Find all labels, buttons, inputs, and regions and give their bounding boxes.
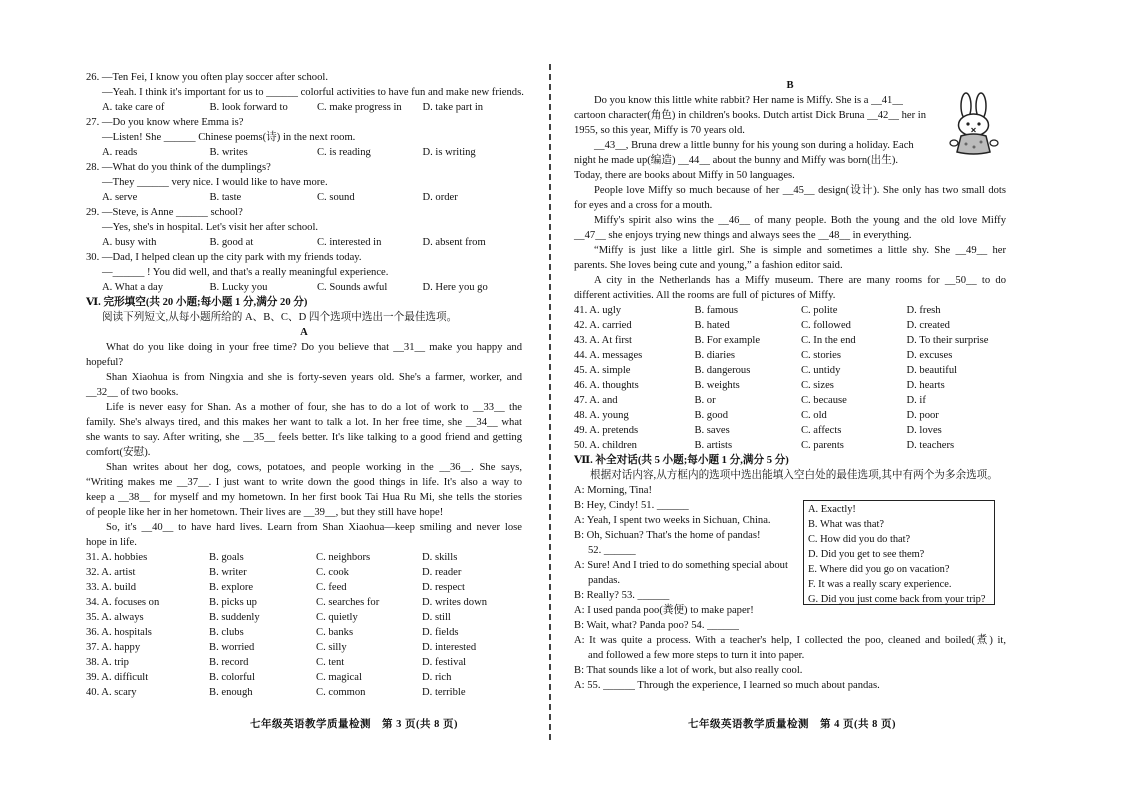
option: D. rich <box>422 672 452 683</box>
passage-b-label: B <box>786 80 794 91</box>
option-row <box>86 565 522 580</box>
passage-a-line: hope in life. <box>86 537 137 548</box>
box-option: A. Exactly! <box>808 504 856 515</box>
dialogue-line: B: That sounds like a lot of work, but also really cool. <box>574 665 803 676</box>
passage-b-line: __43__, Bruna drew a little bunny for his young son during a holiday. Each <box>594 140 914 151</box>
option: D. beautiful <box>906 365 958 376</box>
passage-a-line: keep a __38__ for myself and my hometown. In her first book Tai Hua Ru Mi, she tells the stories <box>86 492 522 503</box>
option: B. hated <box>694 320 730 331</box>
passage-a-line: So, it's __40__ to have hard lives. Learn from Shan Xiaohua—keep smiling and never lose <box>106 522 522 533</box>
option-row <box>86 610 522 625</box>
passage-b-line: Today, there are books about Miffy in 50 languages. <box>574 170 795 181</box>
option-row <box>574 303 1006 318</box>
passage-b-line: People love Miffy so much because of her __45__ design(设计). She only has two small dots <box>594 185 1006 196</box>
option: B. diaries <box>694 350 736 361</box>
passage-a-line: family. She's always tired, and this makes her want to talk a lot. In her free time, she __34__ what <box>86 417 522 428</box>
option: B. record <box>209 657 249 668</box>
option: B. good <box>694 410 728 421</box>
option: D. teachers <box>906 440 955 451</box>
q28-options <box>86 190 522 205</box>
q30-options <box>86 280 522 295</box>
q30-answer: —______ ! You did well, and that's a really meaningful experience. <box>102 267 389 278</box>
option-row <box>86 625 522 640</box>
option-row <box>574 318 1006 333</box>
passage-b-line: Miffy's spirit also wins the __46__ of many people. Both the young and the old love Miffy <box>594 215 1006 226</box>
option: C. because <box>800 395 847 406</box>
q29-options <box>86 235 522 250</box>
option: C. neighbors <box>316 552 371 563</box>
option: D. order <box>422 192 458 203</box>
passage-b-line: Do you know this little white rabbit? Her name is Miffy. She is a __41__ <box>594 95 903 106</box>
option: C. banks <box>316 627 354 638</box>
option-row <box>86 580 522 595</box>
options-41-50 <box>574 303 1006 453</box>
passage-b-line: cartoon character(角色) in children's books. Dutch artist Dick Bruna __42__ her in <box>574 110 926 121</box>
option: 37. A. happy <box>86 642 141 653</box>
option: B. good at <box>209 237 254 248</box>
option: B. suddenly <box>209 612 260 623</box>
option-row <box>574 363 1006 378</box>
option: B. or <box>694 395 716 406</box>
dialogue-line: B: Really? 53. ______ <box>574 590 670 601</box>
passage-a-line: of people like her in her hometown. Their lives are __39__, but they still have hope! <box>86 507 444 518</box>
q26-options <box>86 100 522 115</box>
option-row <box>574 378 1006 393</box>
dialogue-line: pandas. <box>588 575 621 586</box>
option: A. busy with <box>102 237 157 248</box>
passage-a-line: __32__ of two books. <box>86 387 179 398</box>
option: C. common <box>316 687 366 698</box>
option: 36. A. hospitals <box>86 627 152 638</box>
options-box <box>803 500 995 605</box>
option: C. sound <box>316 192 355 203</box>
option: 48. A. young <box>574 410 629 421</box>
box-option: D. Did you get to see them? <box>808 549 925 560</box>
q26-question: 26. —Ten Fei, I know you often play soccer after school. <box>86 72 328 83</box>
option: B. Lucky you <box>209 282 268 293</box>
option: 42. A. carried <box>574 320 632 331</box>
option: D. take part in <box>422 102 484 113</box>
option: D. interested <box>422 642 477 653</box>
dialogue-line: B: Hey, Cindy! 51. ______ <box>574 500 689 511</box>
option: B. look forward to <box>209 102 288 113</box>
option: C. quietly <box>316 612 358 623</box>
passage-b-line: 1955, so this year, Miffy is 70 years old. <box>574 125 745 136</box>
option: B. enough <box>209 687 253 698</box>
option: C. is reading <box>316 147 371 158</box>
option: C. sizes <box>800 380 834 391</box>
option-row <box>574 423 1006 438</box>
option: D. excuses <box>906 350 953 361</box>
option: C. searches for <box>316 597 380 608</box>
option-row <box>86 640 522 655</box>
option: B. dangerous <box>694 365 751 376</box>
option: C. stories <box>800 350 841 361</box>
q27-options <box>86 145 522 160</box>
option: 50. A. children <box>574 440 637 451</box>
box-option: E. Where did you go on vacation? <box>808 564 950 575</box>
q27-question: 27. —Do you know where Emma is? <box>86 117 244 128</box>
option: D. respect <box>422 582 465 593</box>
option: B. goals <box>209 552 244 563</box>
option: D. skills <box>422 552 458 563</box>
option: D. Here you go <box>422 282 488 293</box>
option-row <box>574 348 1006 363</box>
option: A. reads <box>102 147 138 158</box>
option: B. artists <box>694 440 733 451</box>
option: D. is writing <box>422 147 476 158</box>
option: C. In the end <box>800 335 856 346</box>
box-option: B. What was that? <box>808 519 884 530</box>
passage-a-line: she wants to say. After writing, she __35__ feels better. It's like talking to a good friend and getting <box>86 432 522 443</box>
passage-b-line: parents. She loves being cute and young,” a fashion editor said. <box>574 260 843 271</box>
dialogue-line: A: It was quite a process. With a teacher's help, I collected the poo, cleaned and boiled(煮) it, <box>574 635 1006 646</box>
option: 31. A. hobbies <box>86 552 148 563</box>
option-row <box>574 393 1006 408</box>
option: 33. A. build <box>86 582 137 593</box>
q30-question: 30. —Dad, I helped clean up the city park with my friends today. <box>86 252 362 263</box>
option: 46. A. thoughts <box>574 380 639 391</box>
dialogue-line: A: I used panda poo(粪便) to make paper! <box>574 605 754 616</box>
option: C. cook <box>316 567 349 578</box>
q29-answer: —Yes, she's in hospital. Let's visit her after school. <box>102 222 319 233</box>
option: D. absent from <box>422 237 486 248</box>
option: C. interested in <box>316 237 382 248</box>
option: D. fresh <box>906 305 941 316</box>
option: C. affects <box>800 425 842 436</box>
passage-b-line: “Miffy is just like a little girl. She is simple and sometimes a little shy. She __49__ her <box>594 245 1006 256</box>
option: D. created <box>906 320 950 331</box>
option: D. still <box>422 612 451 623</box>
option: B. saves <box>694 425 730 436</box>
option: C. Sounds awful <box>316 282 388 293</box>
option: D. loves <box>906 425 942 436</box>
passage-a-label: A <box>300 327 308 338</box>
passage-a-line: comfort(安慰). <box>86 447 151 458</box>
option: B. picks up <box>209 597 257 608</box>
option: B. taste <box>209 192 242 203</box>
option: D. reader <box>422 567 462 578</box>
passage-b-line: different activities. All the rooms are full of pictures of Miffy. <box>574 290 836 301</box>
dialogue-line: A: Sure! And I tried to do something special about <box>574 560 788 571</box>
option: C. magical <box>316 672 362 683</box>
option-row <box>86 550 522 565</box>
option: C. parents <box>800 440 844 451</box>
option: C. polite <box>800 305 838 316</box>
option: 47. A. and <box>574 395 618 406</box>
box-option: F. It was a really scary experience. <box>808 579 952 590</box>
option: 40. A. scary <box>86 687 137 698</box>
option-row <box>574 408 1006 423</box>
option: B. famous <box>694 305 738 316</box>
passage-a-line: hopeful? <box>86 357 124 368</box>
option: D. hearts <box>906 380 945 391</box>
section7-title: Ⅶ. 补全对话(共 5 小题;每小题 1 分,满分 5 分) <box>574 455 789 466</box>
option: B. writer <box>209 567 247 578</box>
option: D. writes down <box>422 597 488 608</box>
page-footer-left: 七年级英语教学质量检测 第 3 页(共 8 页) <box>250 719 458 730</box>
q28-answer: —They ______ very nice. I would like to have more. <box>102 177 328 188</box>
option: A. What a day <box>102 282 163 293</box>
section7-instructions: 根据对话内容,从方框内的选项中选出能填入空白处的最佳选项,其中有两个为多余选项。 <box>590 470 998 481</box>
passage-a-line: Life is never easy for Shan. As a mother of four, she has to do a lot of work to __33__ the <box>106 402 522 413</box>
option: D. poor <box>906 410 939 421</box>
option: B. weights <box>694 380 740 391</box>
passage-b-line: for eyes and a cross for a mouth. <box>574 200 713 211</box>
option: 41. A. ugly <box>574 305 622 316</box>
q28-question: 28. —What do you think of the dumplings? <box>86 162 271 173</box>
passage-a-line: “Writing makes me __37__. I just want to write down the good things in life. It's also a way to <box>86 477 522 488</box>
option-row <box>86 670 522 685</box>
option: 43. A. At first <box>574 335 632 346</box>
miffy-rabbit-illustration <box>944 92 1004 158</box>
box-option: C. How did you do that? <box>808 534 911 545</box>
box-option: G. Did you just come back from your trip? <box>808 594 986 605</box>
option: C. make progress in <box>316 102 402 113</box>
passage-a-line: Shan writes about her dog, cows, potatoes, and people working in the __36__. She says, <box>106 462 522 473</box>
passage-a-line: What do you like doing in your free time? Do you believe that __31__ make you happy and <box>106 342 522 353</box>
page-footer-right: 七年级英语教学质量检测 第 4 页(共 8 页) <box>688 719 896 730</box>
left-page <box>86 70 522 700</box>
option: D. if <box>906 395 926 406</box>
option: B. explore <box>209 582 254 593</box>
option-row <box>86 595 522 610</box>
option: 44. A. messages <box>574 350 643 361</box>
option: D. fields <box>422 627 459 638</box>
option: C. untidy <box>800 365 841 376</box>
passage-b-line: night he made up(编造) __44__ about the bunny and Miffy was born(出生). <box>574 155 899 166</box>
option: B. colorful <box>209 672 255 683</box>
option: D. terrible <box>422 687 466 698</box>
option: C. followed <box>800 320 851 331</box>
option-row <box>86 655 522 670</box>
q29-question: 29. —Steve, is Anne ______ school? <box>86 207 243 218</box>
dialogue-line: B: Wait, what? Panda poo? 54. ______ <box>574 620 739 631</box>
dialogue-line: and followed a few more steps to turn it into paper. <box>588 650 805 661</box>
option: B. clubs <box>209 627 244 638</box>
section6-instructions: 阅读下列短文,从每小题所给的 A、B、C、D 四个选项中选出一个最佳选项。 <box>102 312 458 323</box>
passage-a-line: Shan Xiaohua is from Ningxia and she is forty-seven years old. She's a farmer, worker, and <box>106 372 522 383</box>
option: B. writes <box>209 147 248 158</box>
option: C. silly <box>316 642 347 653</box>
options-31-40 <box>86 550 522 700</box>
dialogue-line: A: 55. ______ Through the experience, I learned so much about pandas. <box>574 680 880 691</box>
option-row <box>86 685 522 700</box>
option-row <box>574 438 1006 453</box>
dialogue-line: B: Oh, Sichuan? That's the home of pandas! <box>574 530 761 541</box>
option: 32. A. artist <box>86 567 136 578</box>
option: C. tent <box>316 657 345 668</box>
passage-b-line: A city in the Netherlands has a Miffy museum. There are many rooms for __50__ to do <box>594 275 1006 286</box>
section6-title: Ⅵ. 完形填空(共 20 小题;每小题 1 分,满分 20 分) <box>86 297 308 308</box>
option: 34. A. focuses on <box>86 597 160 608</box>
dialogue-line: A: Yeah, I spent two weeks in Sichuan, China. <box>574 515 771 526</box>
option: 45. A. simple <box>574 365 631 376</box>
dialogue-line: 52. ______ <box>588 545 636 556</box>
option: A. serve <box>102 192 138 203</box>
option: B. For example <box>694 335 761 346</box>
dialogue-line: A: Morning, Tina! <box>574 485 652 496</box>
option: 35. A. always <box>86 612 144 623</box>
passage-b-line: __47__ she enjoys trying new things and always sees the __48__ in everything. <box>574 230 912 241</box>
q27-answer: —Listen! She ______ Chinese poems(诗) in the next room. <box>102 132 356 143</box>
option: D. To their surprise <box>906 335 989 346</box>
option: C. feed <box>316 582 347 593</box>
option: 39. A. difficult <box>86 672 149 683</box>
option: 38. A. trip <box>86 657 129 668</box>
option: 49. A. pretends <box>574 425 639 436</box>
option: D. festival <box>422 657 467 668</box>
option: C. old <box>800 410 827 421</box>
option: B. worried <box>209 642 255 653</box>
q26-answer: —Yeah. I think it's important for us to ______ colorful activities to have fun and make new friends. <box>102 87 524 98</box>
option-row <box>574 333 1006 348</box>
option: A. take care of <box>102 102 165 113</box>
page-divider <box>549 64 551 740</box>
